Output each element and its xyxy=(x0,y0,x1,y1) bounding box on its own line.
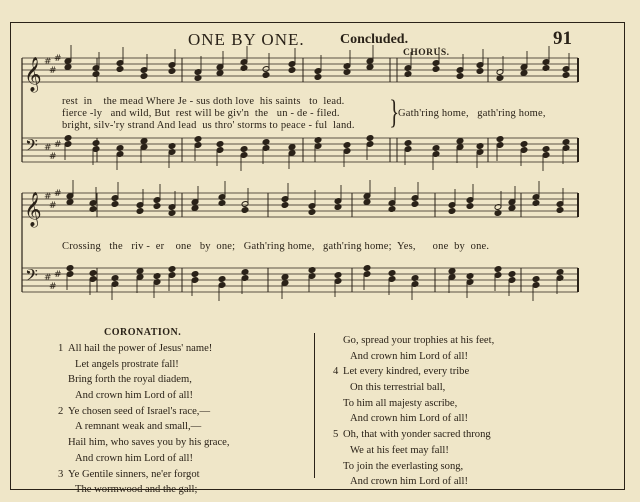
lyric-brace: } xyxy=(389,94,400,131)
hymn-line xyxy=(58,404,230,420)
hymn-line-text: And crown him Lord of all! xyxy=(75,390,193,402)
chorus-label: CHORUS. xyxy=(403,48,450,58)
sharp-sign: # xyxy=(44,273,52,283)
hymn-line-text: Ye Gentile sinners, ne'er forgot xyxy=(68,468,200,480)
hymn-line xyxy=(58,357,230,373)
hymn-line-text: Let angels prostrate fall! xyxy=(75,358,179,370)
note-head xyxy=(366,135,374,142)
note-head xyxy=(218,276,226,283)
hymn-line-text: Hail him, who saves you by his grace, xyxy=(68,437,230,449)
hymn-title: CORONATION. xyxy=(104,327,182,338)
hymn-line-text: Bring forth the royal diadem, xyxy=(68,374,192,386)
sharp-sign: # xyxy=(44,192,52,202)
verse-number: 2 xyxy=(58,405,64,417)
note-head xyxy=(508,205,516,212)
sharp-sign: # xyxy=(44,57,52,67)
note-head xyxy=(556,207,564,214)
note-head xyxy=(64,64,72,71)
note-head xyxy=(66,199,74,206)
hymn-line xyxy=(58,372,230,388)
note-head xyxy=(448,268,456,275)
hymn-line xyxy=(333,474,494,490)
hymn-line-text: To him all majesty ascribe, xyxy=(343,397,458,409)
hymn-line xyxy=(333,443,494,459)
note-head xyxy=(562,72,570,79)
hymn-line xyxy=(333,364,494,380)
verse-number: 4 xyxy=(333,366,339,378)
note-head xyxy=(363,265,371,272)
treble-clef: 𝄞 xyxy=(24,57,42,92)
treble-clef: 𝄞 xyxy=(24,192,42,227)
bass-clef: 𝄢 xyxy=(25,135,38,159)
hymn-line xyxy=(333,427,494,443)
note-head xyxy=(388,270,396,277)
song-subtitle: Concluded. xyxy=(340,32,409,47)
note-head xyxy=(542,146,550,153)
note-head xyxy=(476,68,484,75)
note-head xyxy=(456,73,464,80)
sharp-sign: # xyxy=(54,54,62,64)
note-head xyxy=(448,208,456,215)
hymn-line-text: And crown him Lord of all! xyxy=(350,350,468,362)
note-head xyxy=(343,142,351,149)
note-head xyxy=(363,199,371,206)
note-head xyxy=(64,135,72,142)
hymn-line xyxy=(58,467,230,483)
note-head xyxy=(404,140,412,147)
hymn-line xyxy=(333,380,494,396)
verse-number: 1 xyxy=(58,343,64,354)
hymn-left-column xyxy=(58,341,230,498)
sharp-sign: # xyxy=(49,66,57,76)
bass-clef: 𝄢 xyxy=(25,265,38,289)
sharp-sign: # xyxy=(54,189,62,199)
note-head xyxy=(241,207,249,214)
note-head xyxy=(92,140,100,147)
note-head xyxy=(366,64,374,71)
note-head xyxy=(288,144,296,151)
note-head xyxy=(411,201,419,208)
sharp-sign: # xyxy=(54,140,62,150)
hymn-line xyxy=(58,435,230,451)
hymn-line xyxy=(58,482,230,498)
sharp-sign: # xyxy=(49,201,57,211)
note-head xyxy=(89,270,97,277)
note-head xyxy=(216,141,224,148)
note-head xyxy=(520,141,528,148)
note-head xyxy=(432,66,440,73)
hymn-line xyxy=(58,451,230,467)
note-head xyxy=(191,271,199,278)
hymn-line-text: To join the everlasting song, xyxy=(343,460,464,472)
hymn-line-text: Oh, that with yonder sacred throng xyxy=(343,429,491,441)
note-head xyxy=(456,138,464,145)
chorus-lyric-line: Gath'ring home, gath'ring home, xyxy=(398,108,546,119)
verse-lyric-line-2: fierce -ly and wild, But rest will be giv'n the un - de - filed. xyxy=(62,108,340,119)
verse-number: 5 xyxy=(333,429,339,441)
note-head xyxy=(308,209,316,216)
note-head xyxy=(496,136,504,143)
hymn-line xyxy=(58,419,230,435)
hymn-line xyxy=(58,388,230,404)
hymn-right-column xyxy=(333,333,494,490)
hymn-line-text: Let every kindred, every tribe xyxy=(343,366,470,378)
system2-lyric-line: Crossing the riv - er one by one; Gath'ring home, gath'ring home; Yes, one by one. xyxy=(62,241,490,252)
note-head xyxy=(136,208,144,215)
note-head xyxy=(288,67,296,74)
note-head xyxy=(136,268,144,275)
note-head xyxy=(532,276,540,283)
note-head xyxy=(216,70,224,77)
page-number: 91 xyxy=(553,28,572,49)
note-head xyxy=(168,266,176,273)
hymn-line-text: And crown him Lord of all! xyxy=(75,452,193,464)
note-head xyxy=(262,72,270,79)
note-head xyxy=(281,202,289,209)
hymn-line xyxy=(333,411,494,427)
note-head xyxy=(194,136,202,143)
note-head xyxy=(466,203,474,210)
verse-lyric-line-3: bright, silv-'ry strand And lead us thro' storms to peace - ful land. xyxy=(62,120,355,131)
hymn-line-text: Go, spread your trophies at his feet, xyxy=(343,335,495,346)
note-head xyxy=(116,66,124,73)
hymn-line xyxy=(333,396,494,412)
note-head xyxy=(153,203,161,210)
hymn-line xyxy=(333,349,494,365)
note-head xyxy=(494,266,502,273)
hymn-line-text: The wormwood and the gall; xyxy=(75,484,198,496)
verse-lyric-line-1: rest in the mead Where Je - sus doth love his saints to lead. xyxy=(62,96,345,107)
note-head xyxy=(191,205,199,212)
note-head xyxy=(520,70,528,77)
hymn-line-text: And crown him Lord of all! xyxy=(350,413,468,425)
note-head xyxy=(314,74,322,81)
note-head xyxy=(334,272,342,279)
note-head xyxy=(111,201,119,208)
note-head xyxy=(66,265,74,272)
verse-number: 3 xyxy=(58,468,64,480)
hymn-line xyxy=(333,333,494,349)
hymn-line-text: All hail the power of Jesus' name! xyxy=(68,343,213,354)
hymn-line-text: A remnant weak and small,— xyxy=(75,421,202,433)
hymn-line xyxy=(58,341,230,357)
hymn-line-text: And crown him Lord of all! xyxy=(350,476,468,488)
note-head xyxy=(140,73,148,80)
song-title: ONE BY ONE. xyxy=(188,30,305,49)
note-head xyxy=(140,138,148,145)
note-head xyxy=(508,271,516,278)
sharp-sign: # xyxy=(49,152,57,162)
note-head xyxy=(281,274,289,281)
sharp-sign: # xyxy=(54,270,62,280)
sharp-sign: # xyxy=(49,282,57,292)
hymn-line xyxy=(333,459,494,475)
note-head xyxy=(168,68,176,75)
note-head xyxy=(240,146,248,153)
hymn-line-text: On this terrestrial ball, xyxy=(350,382,446,394)
hymn-line-text: Ye chosen seed of Israel's race,— xyxy=(68,405,211,417)
hymn-line-text: We at his feet may fall! xyxy=(350,444,449,456)
sharp-sign: # xyxy=(44,143,52,153)
column-divider xyxy=(314,333,315,478)
